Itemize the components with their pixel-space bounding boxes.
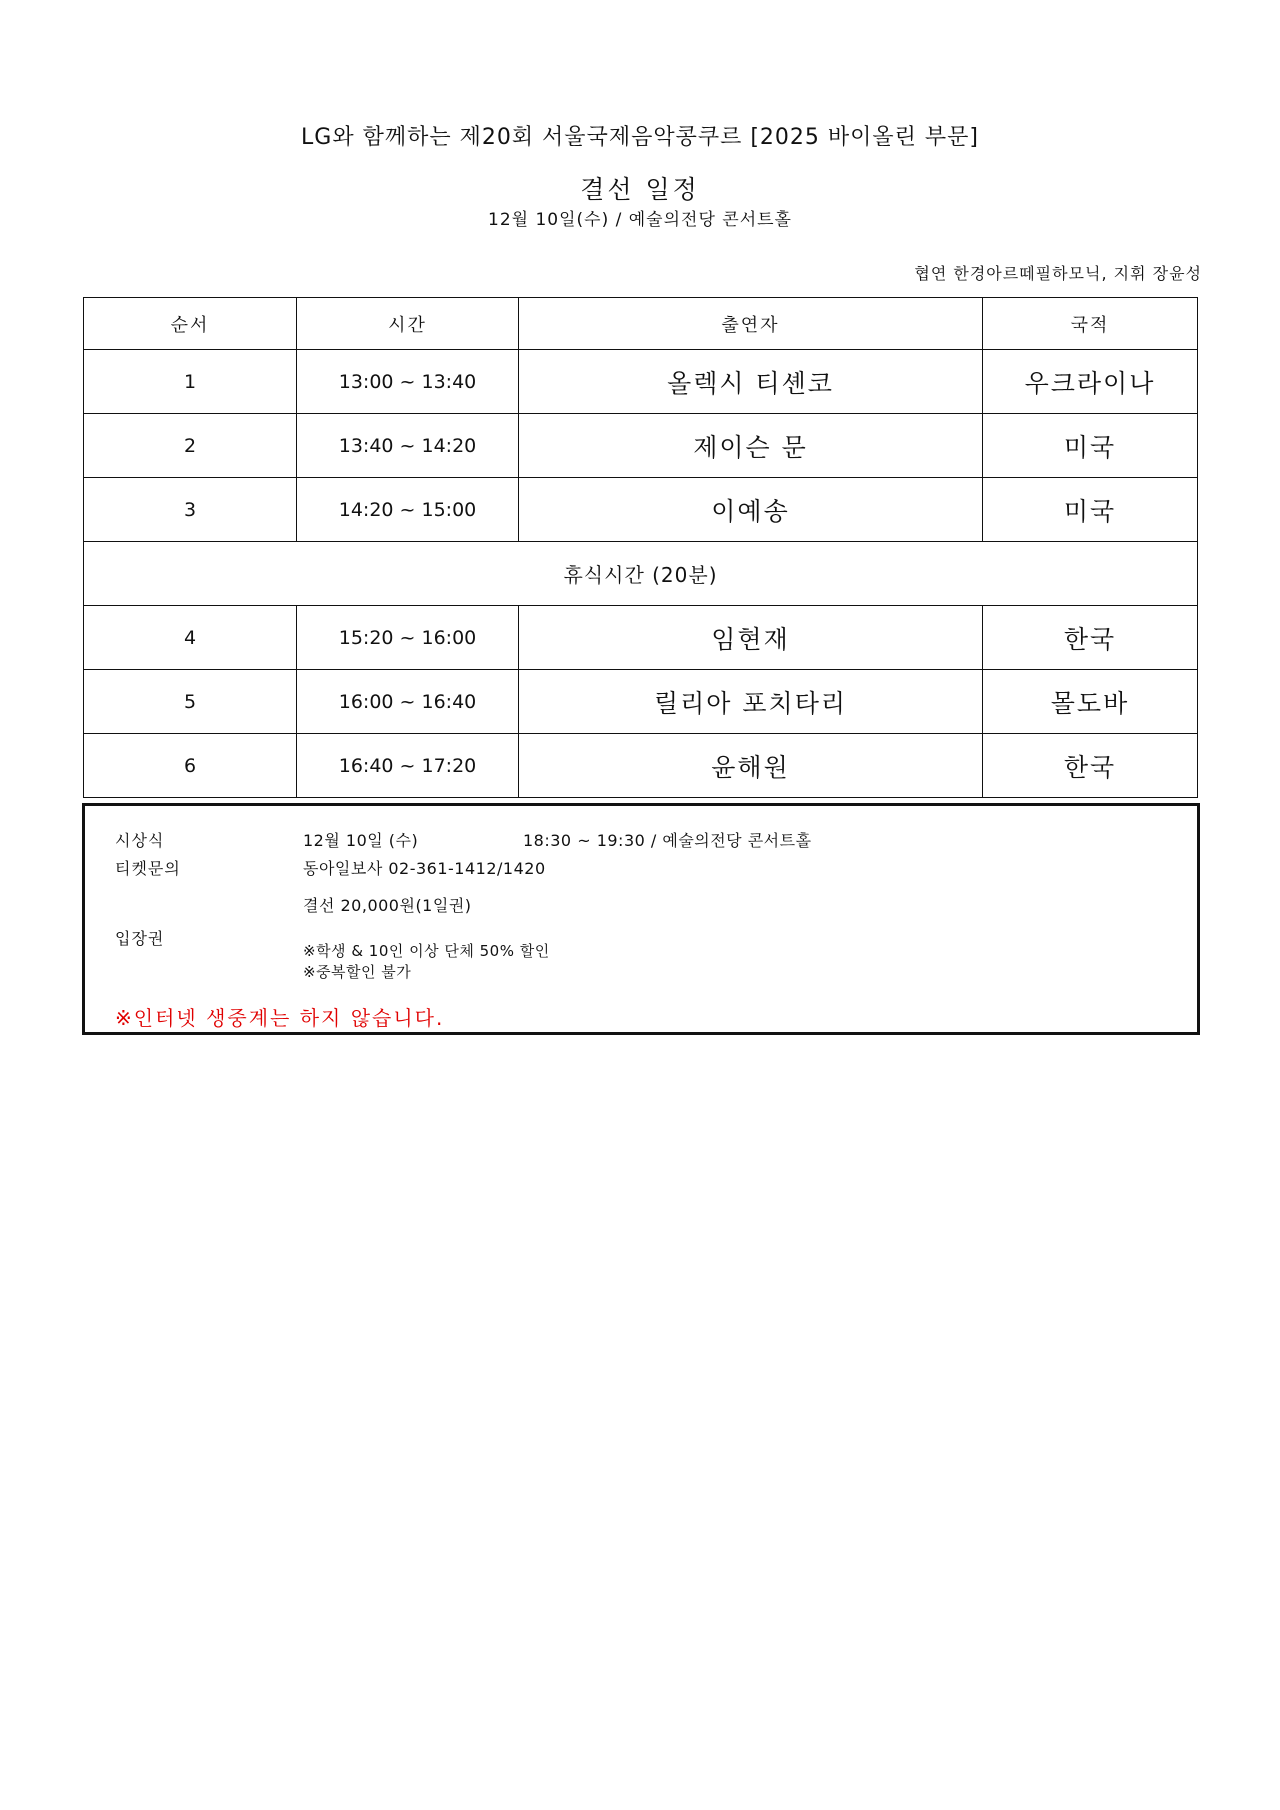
row-performer: 윤해원: [519, 734, 983, 798]
row-order: 4: [84, 606, 297, 670]
table-row: [84, 350, 1198, 414]
event-dateline: 12월 10일(수) / 예술의전당 콘서트홀: [488, 210, 792, 230]
header-nation: 국적: [983, 298, 1198, 350]
table-row: [84, 606, 1198, 670]
table-row: [84, 734, 1198, 798]
row-time: 14:20 ~ 15:00: [297, 478, 519, 542]
table-row: [84, 414, 1198, 478]
row-order: 2: [84, 414, 297, 478]
row-nation: 우크라이나: [983, 350, 1198, 414]
ticket-contact: 동아일보사 02-361-1412/1420: [303, 859, 546, 878]
schedule-table: [83, 297, 1198, 798]
info-box: [82, 803, 1200, 1035]
conductor-note: 협연 한경아르떼필하모닉, 지휘 장윤성: [914, 264, 1202, 283]
table-row: [84, 478, 1198, 542]
admission-note-no-duplicate: ※중복할인 불가: [303, 963, 412, 981]
row-order: 5: [84, 670, 297, 734]
header-performer: 출연자: [519, 298, 983, 350]
row-nation: 몰도바: [983, 670, 1198, 734]
row-time: 13:40 ~ 14:20: [297, 414, 519, 478]
row-time: 15:20 ~ 16:00: [297, 606, 519, 670]
row-performer: 릴리아 포치타리: [519, 670, 983, 734]
row-performer: 임현재: [519, 606, 983, 670]
row-time: 16:40 ~ 17:20: [297, 734, 519, 798]
row-nation: 한국: [983, 606, 1198, 670]
admission-price: 결선 20,000원(1일권): [303, 896, 472, 915]
header-order: 순서: [84, 298, 297, 350]
row-time: 13:00 ~ 13:40: [297, 350, 519, 414]
row-nation: 미국: [983, 414, 1198, 478]
break-label: 휴식시간 (20분): [84, 542, 1198, 606]
admission-note-discount: ※학생 & 10인 이상 단체 50% 할인: [303, 942, 550, 960]
livestream-warning: ※인터넷 생중계는 하지 않습니다.: [115, 1006, 445, 1030]
break-row: [84, 542, 1198, 606]
table-row: [84, 670, 1198, 734]
row-performer: 올렉시 티셴코: [519, 350, 983, 414]
admission-label: 입장권: [115, 929, 165, 948]
row-performer: 이예송: [519, 478, 983, 542]
row-nation: 미국: [983, 478, 1198, 542]
document-subtitle: 결선 일정: [580, 175, 700, 204]
row-performer: 제이슨 문: [519, 414, 983, 478]
ceremony-date: 12월 10일 (수): [303, 831, 419, 850]
row-order: 3: [84, 478, 297, 542]
header-time: 시간: [297, 298, 519, 350]
ticket-label: 티켓문의: [115, 859, 181, 878]
row-order: 1: [84, 350, 297, 414]
row-order: 6: [84, 734, 297, 798]
ceremony-label: 시상식: [115, 831, 165, 850]
document-title: LG와 함께하는 제20회 서울국제음악콩쿠르 [2025 바이올린 부문]: [301, 125, 979, 150]
ceremony-time: 18:30 ~ 19:30 / 예술의전당 콘서트홀: [523, 831, 812, 850]
row-nation: 한국: [983, 734, 1198, 798]
table-header-row: [84, 298, 1198, 350]
row-time: 16:00 ~ 16:40: [297, 670, 519, 734]
